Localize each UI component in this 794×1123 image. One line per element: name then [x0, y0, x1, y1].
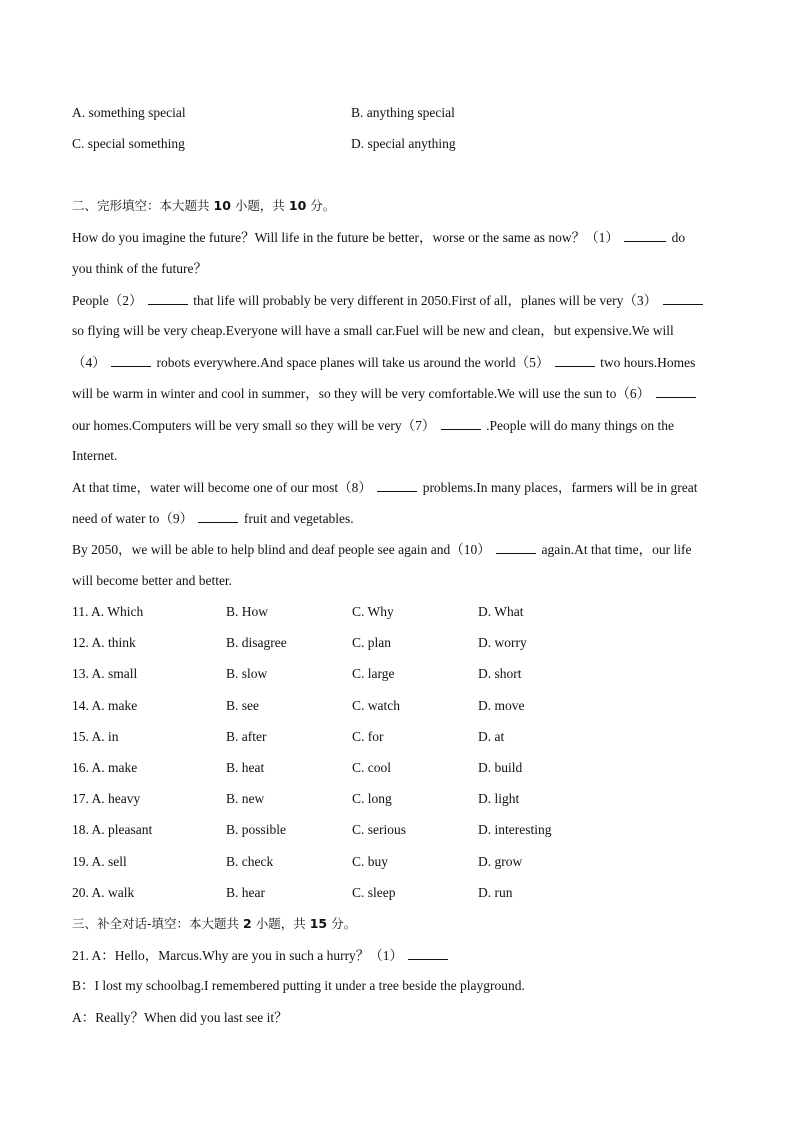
question-option-b: B. How [226, 604, 269, 619]
question-option-d: D. worry [478, 635, 527, 650]
question-option-d: D. run [478, 885, 513, 900]
question-option-a: 19. A. sell [72, 854, 127, 869]
passage-line: People（2） that life will probably be very different in 2050.First of all，planes will be very（3） [72, 291, 705, 310]
answer-blank [111, 353, 151, 367]
question-option-b: B. disagree [226, 635, 287, 650]
dialogue-line: 21. A：Hello，Marcus.Why are you in such a hurry？（1） [72, 946, 450, 965]
passage-line: （4） robots everywhere.And space planes will take us around the world（5） two hours.Homes [72, 355, 696, 370]
question-option-a: 14. A. make [72, 698, 138, 713]
question-option-d: D. build [478, 760, 523, 775]
answer-blank [408, 946, 448, 960]
option-a: A. something special [72, 105, 186, 120]
question-option-d: D. move [478, 698, 525, 713]
answer-blank [441, 416, 481, 430]
question-option-a: 16. A. make [72, 760, 138, 775]
question-option-a: 11. A. Which [72, 604, 144, 619]
question-option-a: 13. A. small [72, 666, 138, 681]
question-option-c: C. long [352, 791, 392, 806]
question-option-b: B. possible [226, 822, 287, 837]
answer-blank [555, 353, 595, 367]
question-option-c: C. sleep [352, 885, 396, 900]
question-option-b: B. hear [226, 885, 265, 900]
question-option-c: C. for [352, 729, 384, 744]
answer-blank [198, 509, 238, 523]
question-option-d: D. interesting [478, 822, 552, 837]
passage-line: our homes.Computers will be very small so they will be very（7） .People will do many things on the [72, 418, 674, 433]
question-option-c: C. Why [352, 604, 394, 619]
question-option-b: B. after [226, 729, 267, 744]
answer-blank [496, 540, 536, 554]
answer-blank [656, 384, 696, 398]
question-option-c: C. large [352, 666, 395, 681]
answer-blank [624, 228, 666, 242]
question-option-a: 12. A. think [72, 635, 136, 650]
dialogue-line: A：Really？When did you last see it？ [72, 1010, 288, 1025]
answer-blank [148, 291, 188, 305]
question-option-b: B. check [226, 854, 274, 869]
question-option-b: B. see [226, 698, 259, 713]
passage-line: you think of the future？ [72, 261, 207, 276]
passage-line: Internet. [72, 448, 118, 463]
question-option-d: D. What [478, 604, 524, 619]
question-option-a: 20. A. walk [72, 885, 135, 900]
answer-blank [377, 478, 417, 492]
passage-line: will be warm in winter and cool in summer，so they will be very comfortable.We will use the sun to（6） [72, 384, 698, 403]
question-option-c: C. watch [352, 698, 400, 713]
option-c: C. special something [72, 136, 185, 151]
passage-line: How do you imagine the future？Will life in the future be better，worse or the same as now？（1） do [72, 230, 686, 245]
question-option-c: C. cool [352, 760, 391, 775]
answer-blank [663, 291, 703, 305]
question-option-a: 17. A. heavy [72, 791, 141, 806]
question-option-a: 15. A. in [72, 729, 119, 744]
passage-line: At that time，water will become one of our most（8） problems.In many places，farmers will be in great [72, 480, 698, 495]
passage-line: need of water to（9） fruit and vegetables. [72, 511, 354, 526]
section-heading-dialogue: 三、补全对话-填空：本大题共 2 小题，共 15 分。 [72, 916, 357, 931]
section-heading-cloze: 二、完形填空：本大题共 10 小题，共 10 分。 [72, 198, 336, 213]
question-option-a: 18. A. pleasant [72, 822, 153, 837]
passage-line: By 2050，we will be able to help blind and deaf people see again and（10） again.At that time，our life [72, 542, 692, 557]
question-option-b: B. slow [226, 666, 268, 681]
question-option-d: D. at [478, 729, 505, 744]
question-option-d: D. short [478, 666, 522, 681]
question-option-d: D. light [478, 791, 520, 806]
option-b: B. anything special [351, 105, 455, 120]
dialogue-line: B：I lost my schoolbag.I remembered putting it under a tree beside the playground. [72, 978, 525, 993]
question-option-c: C. plan [352, 635, 391, 650]
question-option-c: C. serious [352, 822, 406, 837]
passage-line: so flying will be very cheap.Everyone will have a small car.Fuel will be new and clean，but expensive.We will [72, 323, 674, 338]
option-d: D. special anything [351, 136, 456, 151]
question-option-b: B. new [226, 791, 265, 806]
passage-line: will become better and better. [72, 573, 233, 588]
question-option-d: D. grow [478, 854, 523, 869]
question-option-c: C. buy [352, 854, 389, 869]
question-option-b: B. heat [226, 760, 265, 775]
